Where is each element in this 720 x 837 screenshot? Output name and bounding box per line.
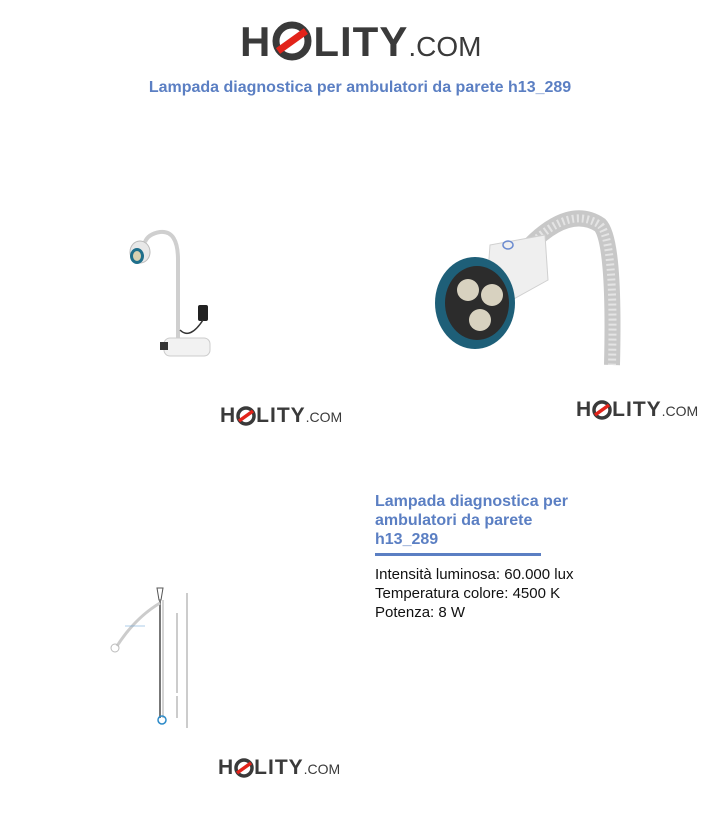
spec-list	[375, 565, 573, 622]
product-image-technical-drawing	[105, 578, 205, 738]
holity-logo	[576, 398, 698, 422]
holity-logo	[240, 18, 481, 64]
spec-item-power: Potenza: 8 W	[375, 604, 466, 621]
logo-o-icon	[236, 406, 256, 426]
logo-domain: .COM	[408, 31, 482, 62]
product-image-lamp-head	[430, 205, 630, 370]
logo-text-lity: LITY	[313, 18, 409, 65]
holity-logo	[220, 404, 342, 428]
holity-logo	[218, 756, 340, 780]
logo-text-h: H	[240, 18, 272, 65]
product-info-title: Lampada diagnostica per ambulatori da parete h13_289	[375, 493, 568, 548]
logo-domain: .COM	[661, 403, 699, 419]
logo-o-icon	[272, 21, 312, 61]
logo-text-lity: LITY	[612, 398, 662, 421]
logo-o-icon	[234, 758, 254, 778]
logo-text-h: H	[218, 756, 235, 779]
logo-text-lity: LITY	[254, 756, 304, 779]
divider	[375, 553, 541, 556]
logo-text-h: H	[576, 398, 593, 421]
logo-text-h: H	[220, 404, 237, 427]
logo-text-lity: LITY	[256, 404, 306, 427]
logo-o-icon	[592, 400, 612, 420]
logo-domain: .COM	[305, 409, 343, 425]
product-image-wall-lamp	[120, 220, 230, 365]
spec-item-intensity: Intensità luminosa: 60.000 lux	[375, 566, 574, 583]
logo-domain: .COM	[303, 761, 341, 777]
spec-item-color-temperature: Temperatura colore: 4500 K	[375, 585, 561, 602]
page-title: Lampada diagnostica per ambulatori da parete h13_289	[148, 79, 572, 96]
